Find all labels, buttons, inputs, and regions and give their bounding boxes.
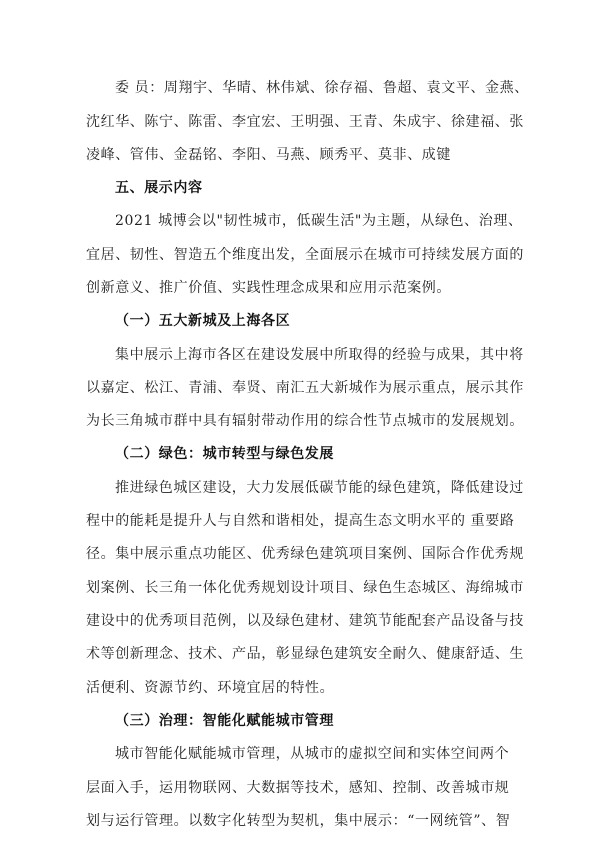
intro-line-2: 宜居、韧性、智造五个维度出发，全面展示在城市可持续发展方面的 [86, 247, 524, 263]
intro-line-1: 2021 城博会以"韧性城市，低碳生活"为主题，从绿色、治理、 [115, 213, 523, 229]
sub3-line-2: 层面入手，运用物联网、大数据等技术，感知、控制、改善城市规 [86, 780, 510, 796]
sub2-line-5: 建设中的优秀项目范例，以及绿色建材、建筑节能配套产品设备与技 [86, 613, 524, 629]
subsection-3-heading: （三）治理：智能化赋能城市管理 [115, 713, 334, 729]
sub2-line-4: 划案例、长三角一体化优秀规划设计项目、绿色生态城区、海绵城市 [86, 580, 524, 596]
sub3-line-3: 划与运行管理。以数字化转型为契机，集中展示：“一网统管”、智 [86, 813, 511, 829]
committee-line-2: 沈红华、陈宁、陈雷、李宜宏、王明强、王青、朱成宇、徐建福、张 [86, 114, 524, 130]
section-heading: 五、展示内容 [115, 180, 203, 196]
sub2-line-3: 径。集中展示重点功能区、优秀绿色建筑项目案例、国际合作优秀规 [86, 546, 524, 562]
sub2-line-6: 术等创新理念、技术、产品，彰显绿色建筑安全耐久、健康舒适、生 [86, 646, 524, 662]
sub1-line-2: 以嘉定、松江、青浦、奉贤、南汇五大新城作为展示重点，展示其作 [86, 380, 524, 396]
committee-line-3: 凌峰、管伟、金磊铭、李阳、马燕、顾秀平、莫非、成键 [86, 147, 451, 163]
committee-line-1: 委 员：周翔宇、华晴、林伟斌、徐存福、鲁超、袁文平、金燕、 [115, 80, 529, 96]
sub3-line-1: 城市智能化赋能城市管理，从城市的虚拟空间和实体空间两个 [115, 746, 510, 762]
sub2-line-7: 活便利、资源节约、环境宜居的特性。 [86, 680, 335, 696]
subsection-1-heading: （一）五大新城及上海各区 [115, 313, 291, 329]
sub2-line-1: 推进绿色城区建设，大力发展低碳节能的绿色建筑，降低建设过 [115, 480, 524, 496]
sub2-line-2: 程中的能耗是提升人与自然和谐相处，提高生态文明水平的 重要路 [86, 513, 515, 529]
sub1-line-1: 集中展示上海市各区在建设发展中所取得的经验与成果，其中将 [115, 347, 524, 363]
intro-line-3: 创新意义、推广价值、实践性理念成果和应用示范案例。 [86, 280, 451, 296]
subsection-2-heading: （二）绿色：城市转型与绿色发展 [115, 446, 334, 462]
sub1-line-3: 为长三角城市群中具有辐射带动作用的综合性节点城市的发展规划。 [86, 413, 524, 429]
